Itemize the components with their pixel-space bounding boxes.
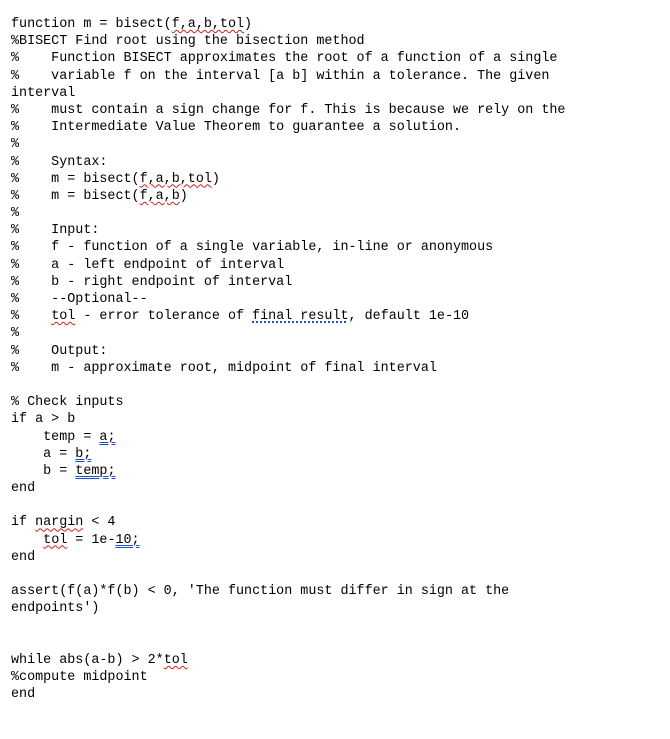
code-text: while abs(a-b) > 2* bbox=[11, 652, 164, 668]
code-line bbox=[11, 33, 661, 50]
code-text: % Check inputs bbox=[11, 395, 124, 411]
code-text: assert(f(a)*f(b) < 0, 'The function must differ in sign at the bbox=[11, 584, 510, 600]
code-line bbox=[11, 411, 661, 428]
code-line bbox=[11, 480, 661, 497]
code-line bbox=[11, 325, 661, 342]
flagged-code-fragment: 10; bbox=[115, 532, 140, 548]
code-text: - error tolerance of bbox=[75, 309, 253, 325]
code-line bbox=[11, 532, 661, 549]
code-line bbox=[11, 497, 661, 514]
code-text: % bbox=[11, 206, 20, 222]
code-text: % variable f on the interval [a b] within a tolerance. The given bbox=[11, 68, 550, 84]
code-text: % bbox=[11, 326, 20, 342]
code-line bbox=[11, 583, 661, 600]
code-text: % Input: bbox=[11, 223, 100, 239]
code-line bbox=[11, 618, 661, 635]
code-line bbox=[11, 68, 661, 85]
code-line bbox=[11, 463, 661, 480]
code-text: % bbox=[11, 309, 52, 325]
flagged-code-fragment: tol bbox=[51, 309, 76, 325]
code-text: endpoints') bbox=[11, 601, 100, 617]
code-line bbox=[11, 222, 661, 239]
code-text: a = bbox=[11, 446, 76, 462]
flagged-code-fragment: b; bbox=[75, 446, 92, 462]
code-text: temp = bbox=[11, 429, 100, 445]
code-line bbox=[11, 291, 661, 308]
code-text: = 1e- bbox=[67, 532, 116, 548]
code-line bbox=[11, 274, 661, 291]
code-text: function m = bisect( bbox=[11, 17, 172, 32]
flagged-code-fragment: tol bbox=[163, 652, 188, 668]
code-line bbox=[11, 154, 661, 171]
code-text: % m = bisect( bbox=[11, 171, 140, 187]
code-text: ) bbox=[179, 188, 188, 204]
code-line bbox=[11, 85, 661, 102]
flagged-code-fragment: final result bbox=[252, 309, 349, 325]
code-line bbox=[11, 600, 661, 617]
code-text: % m = bisect( bbox=[11, 188, 140, 204]
code-text: % Intermediate Value Theorem to guarantee a solution. bbox=[11, 120, 461, 136]
code-text: % must contain a sign change for f. This is because we rely on the bbox=[11, 102, 566, 118]
code-line bbox=[11, 566, 661, 583]
code-line bbox=[11, 360, 661, 377]
code-line bbox=[11, 429, 661, 446]
code-text: end bbox=[11, 481, 36, 497]
code-text: ) bbox=[244, 17, 253, 32]
flagged-code-fragment: nargin bbox=[35, 515, 84, 531]
flagged-code-fragment: f,a,b,tol bbox=[171, 17, 245, 32]
code-line bbox=[11, 394, 661, 411]
code-text: %compute midpoint bbox=[11, 670, 148, 686]
code-text bbox=[11, 533, 43, 548]
code-text: , default 1e-10 bbox=[348, 309, 470, 325]
code-text: % f - function of a single variable, in-line or anonymous bbox=[11, 240, 494, 256]
flagged-code-fragment: f,a,b bbox=[139, 188, 180, 204]
code-text: % bbox=[11, 137, 20, 153]
code-line bbox=[11, 446, 661, 463]
code-text: % b - right endpoint of interval bbox=[11, 274, 293, 290]
code-text: if bbox=[11, 515, 36, 531]
code-line bbox=[11, 205, 661, 222]
code-document bbox=[11, 16, 661, 704]
code-text: if a > b bbox=[11, 412, 76, 428]
code-text: % --Optional-- bbox=[11, 292, 148, 307]
code-text: interval bbox=[11, 85, 76, 101]
code-text: % Function BISECT approximates the root of a function of a single bbox=[11, 51, 558, 67]
code-text: b = bbox=[11, 463, 76, 479]
code-line bbox=[11, 343, 661, 360]
code-text: end bbox=[11, 687, 36, 703]
code-line bbox=[11, 669, 661, 686]
code-text: < 4 bbox=[83, 515, 116, 531]
code-line bbox=[11, 549, 661, 566]
code-line bbox=[11, 308, 661, 325]
code-line bbox=[11, 686, 661, 703]
code-text: % Output: bbox=[11, 343, 108, 359]
code-line bbox=[11, 377, 661, 394]
code-line bbox=[11, 102, 661, 119]
code-text: %BISECT Find root using the bisection method bbox=[11, 34, 365, 50]
code-text: % a - left endpoint of interval bbox=[11, 257, 285, 273]
code-line bbox=[11, 188, 661, 205]
code-line bbox=[11, 16, 661, 33]
code-line bbox=[11, 171, 661, 188]
code-line bbox=[11, 652, 661, 669]
code-text: % m - approximate root, midpoint of final interval bbox=[11, 360, 437, 376]
code-line bbox=[11, 514, 661, 531]
code-text: end bbox=[11, 549, 36, 565]
code-line bbox=[11, 119, 661, 136]
code-text: % Syntax: bbox=[11, 154, 108, 170]
code-line bbox=[11, 635, 661, 652]
code-line bbox=[11, 239, 661, 256]
code-line bbox=[11, 136, 661, 153]
code-line bbox=[11, 50, 661, 67]
code-text: ) bbox=[211, 171, 220, 187]
flagged-code-fragment: tol bbox=[43, 532, 68, 548]
code-line bbox=[11, 257, 661, 274]
flagged-code-fragment: f,a,b,tol bbox=[139, 171, 212, 187]
flagged-code-fragment: a; bbox=[99, 429, 116, 445]
flagged-code-fragment: temp; bbox=[75, 463, 116, 479]
